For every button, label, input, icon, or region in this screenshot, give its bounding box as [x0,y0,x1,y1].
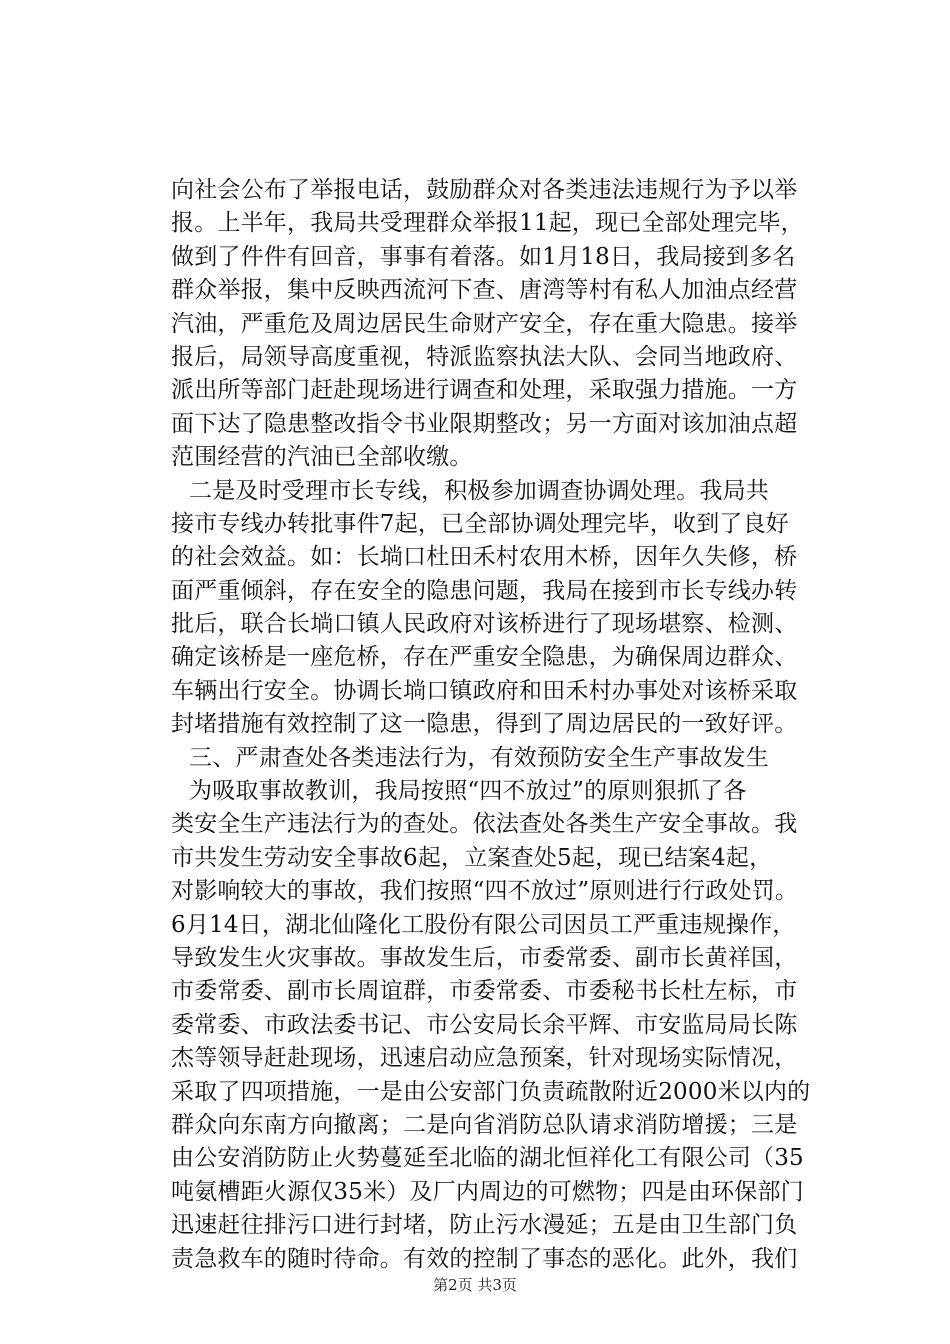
text-line-2: 报。上半年，我局共受理群众举报11起，现已全部处理完毕， [171,210,804,237]
text-line-31: 吨氨槽距火源仅35米）及厂内周边的可燃物；四是由环保部门 [171,1178,804,1205]
text-line-8: 面下达了隐患整改指令书业限期整改；另一方面对该加油点超 [171,410,798,437]
document-body [171,174,811,1276]
paragraph-start-line: 二是及时受理市长专线，积极参加调查协调处理。我局共 [189,477,769,504]
text-line-1: 向社会公布了举报电话，鼓励群众对各类违法违规行为予以举 [171,177,798,203]
text-line-21: 市共发生劳动安全事故6起，立案查处5起，现已结案4起， [171,844,773,871]
text-line-13: 面严重倾斜，存在安全的隐患问题，我局在接到市长专线办转 [171,577,798,604]
text-line-4: 群众举报，集中反映西流河下查、唐湾等村有私人加油点经营 [171,277,798,304]
text-line-22: 对影响较大的事故，我们按照“四不放过”原则进行行政处罚。 [171,878,799,905]
text-line-26: 委常委、市政法委书记、市公安局长余平辉、市安监局局长陈 [171,1011,798,1038]
text-line-7: 派出所等部门赶赴现场进行调查和处理，采取强力措施。一方 [171,377,798,404]
text-line-30: 由公安消防防止火势蔓延至北临的湖北恒祥化工有限公司（35 [171,1145,804,1172]
text-line-32: 迅速赶往排污口进行封堵，防止污水漫延；五是由卫生部门负 [171,1212,798,1239]
text-line-11: 接市专线办转批事件7起，已全部协调处理完毕，收到了良好 [171,510,790,537]
text-line-33: 责急救车的随时待命。有效的控制了事态的恶化。此外，我们 [171,1245,798,1272]
text-line-27: 杰等领导赶赴现场，迅速启动应急预案，针对现场实际情况， [171,1045,798,1072]
text-line-28: 采取了四项措施，一是由公安部门负责疏散附近2000米以内的 [171,1078,811,1105]
text-line-25: 市委常委、副市长周谊群，市委常委、市委秘书长杜左标，市 [171,978,798,1005]
text-line-5: 汽油，严重危及周边居民生命财产安全，存在重大隐患。接举 [171,310,798,337]
section-heading: 三、严肃查处各类违法行为，有效预防安全生产事故发生 [189,744,769,771]
paragraph-start-line: 为吸取事故教训，我局按照“四不放过”的原则狠抓了各 [189,778,747,805]
text-line-14: 批后，联合长埫口镇人民政府对该桥进行了现场堪察、检测、 [171,611,798,638]
text-line-3: 做到了件件有回音，事事有着落。如1月18日，我局接到多名 [171,243,796,270]
text-line-20: 类安全生产违法行为的查处。依法查处各类生产安全事故。我 [171,811,798,838]
text-line-16: 车辆出行安全。协调长埫口镇政府和田禾村办事处对该桥采取 [171,677,798,704]
text-line-9: 范围经营的汽油已全部收缴。 [171,444,473,471]
text-line-15: 确定该桥是一座危桥，存在严重安全隐患，为确保周边群众、 [171,644,798,671]
text-line-6: 报后，局领导高度重视，特派监察执法大队、会同当地政府、 [171,343,798,370]
text-line-23: 6月14日，湖北仙隆化工股份有限公司因员工严重违规操作， [171,911,796,938]
page-number-footer: 第2页 共3页 [433,1276,517,1294]
text-line-12: 的社会效益。如：长埫口杜田禾村农用木桥，因年久失修，桥 [171,544,798,571]
text-line-29: 群众向东南方向撤离；二是向省消防总队请求消防增援；三是 [171,1111,798,1138]
text-line-24: 导致发生火灾事故。事故发生后，市委常委、副市长黄祥国， [171,944,798,971]
text-line-17: 封堵措施有效控制了这一隐患，得到了周边居民的一致好评。 [171,711,798,738]
